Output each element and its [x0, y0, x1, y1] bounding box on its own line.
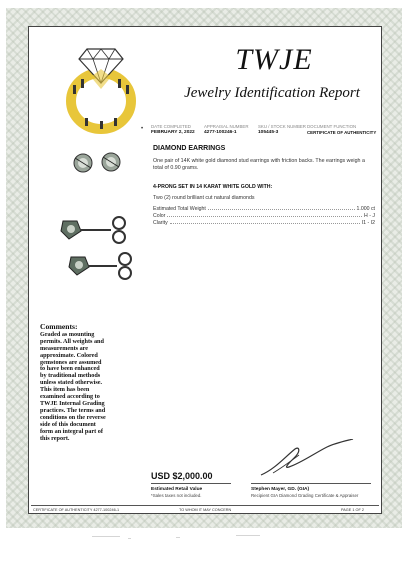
estimated-value: USD $2,000.00 — [151, 471, 213, 481]
appraiser-signature — [255, 439, 355, 479]
report-title: Jewelry Identification Report — [184, 85, 360, 101]
footer-divider — [31, 505, 379, 506]
brand-name: TWJE — [235, 43, 313, 76]
signature-divider — [251, 483, 371, 484]
spec-clarity: Clarity I1 - I2 — [153, 220, 375, 226]
price-divider — [151, 483, 231, 484]
spec-total-weight: Estimated Total Weight 1.000 ct — [153, 206, 375, 212]
meta-document-function: DOCUMENT FUNCTION CERTIFICATE OF AUTHENTICITY — [307, 124, 377, 135]
setting-description: 4-PRONG SET IN 14 KARAT WHITE GOLD WITH: — [153, 184, 273, 190]
spec-color: Color H - J — [153, 213, 375, 219]
comments-section — [40, 324, 106, 442]
appraiser-name: Stephen Mayer, GD. (GIA) — [251, 487, 310, 492]
earring-side-photo-1 — [59, 215, 135, 245]
meta-sku: SKU / STOCK NUMBER 105445-3 — [258, 124, 306, 135]
footer-recipient: TO WHOM IT MAY CONCERN — [179, 508, 232, 512]
item-description: One pair of 14K white gold diamond stud earrings with friction backs. The earrings weigh a total of 0.90 grams. — [153, 158, 365, 172]
comments-body: Graded as mounting permits. All weights and measurements are approximate. Colored gemstones are assumed to have been enhanced by traditional methods unless stated otherwise. This item has been examined according to TWJE Internal Grading practices. The terms and conditions on the reverse side of this document form an integral part of this report. — [40, 330, 106, 442]
appraiser-title: Recipient GIA Diamond Grading Certificate & Appraiser — [251, 493, 359, 498]
footer-document-id: CERTIFICATE OF AUTHENTICITY 4277-100246-1 — [33, 508, 120, 512]
meta-date: DATE COMPLETED FEBRUARY 2, 2022 — [151, 124, 195, 135]
estimated-value-label: Estimated Retail Value — [151, 487, 203, 492]
earring-side-photo-2 — [67, 251, 143, 281]
meta-appraisal-number: APPRAISAL NUMBER 4277-100246-1 — [204, 124, 249, 135]
item-title: DIAMOND EARRINGS — [153, 145, 226, 152]
earrings-top-photo — [67, 149, 129, 175]
certificate-page — [28, 26, 382, 514]
comments-heading: Comments: — [40, 322, 78, 331]
tax-note: *Sales taxes not included. — [151, 493, 202, 498]
diamond-ring-logo — [51, 37, 151, 137]
footer-page-number: PAGE 1 OF 2 — [341, 508, 364, 512]
bullet-icon: • — [141, 126, 144, 132]
scan-artifacts — [0, 528, 408, 576]
stones-description: Two (2) round brilliant cut natural diamonds — [153, 195, 255, 201]
